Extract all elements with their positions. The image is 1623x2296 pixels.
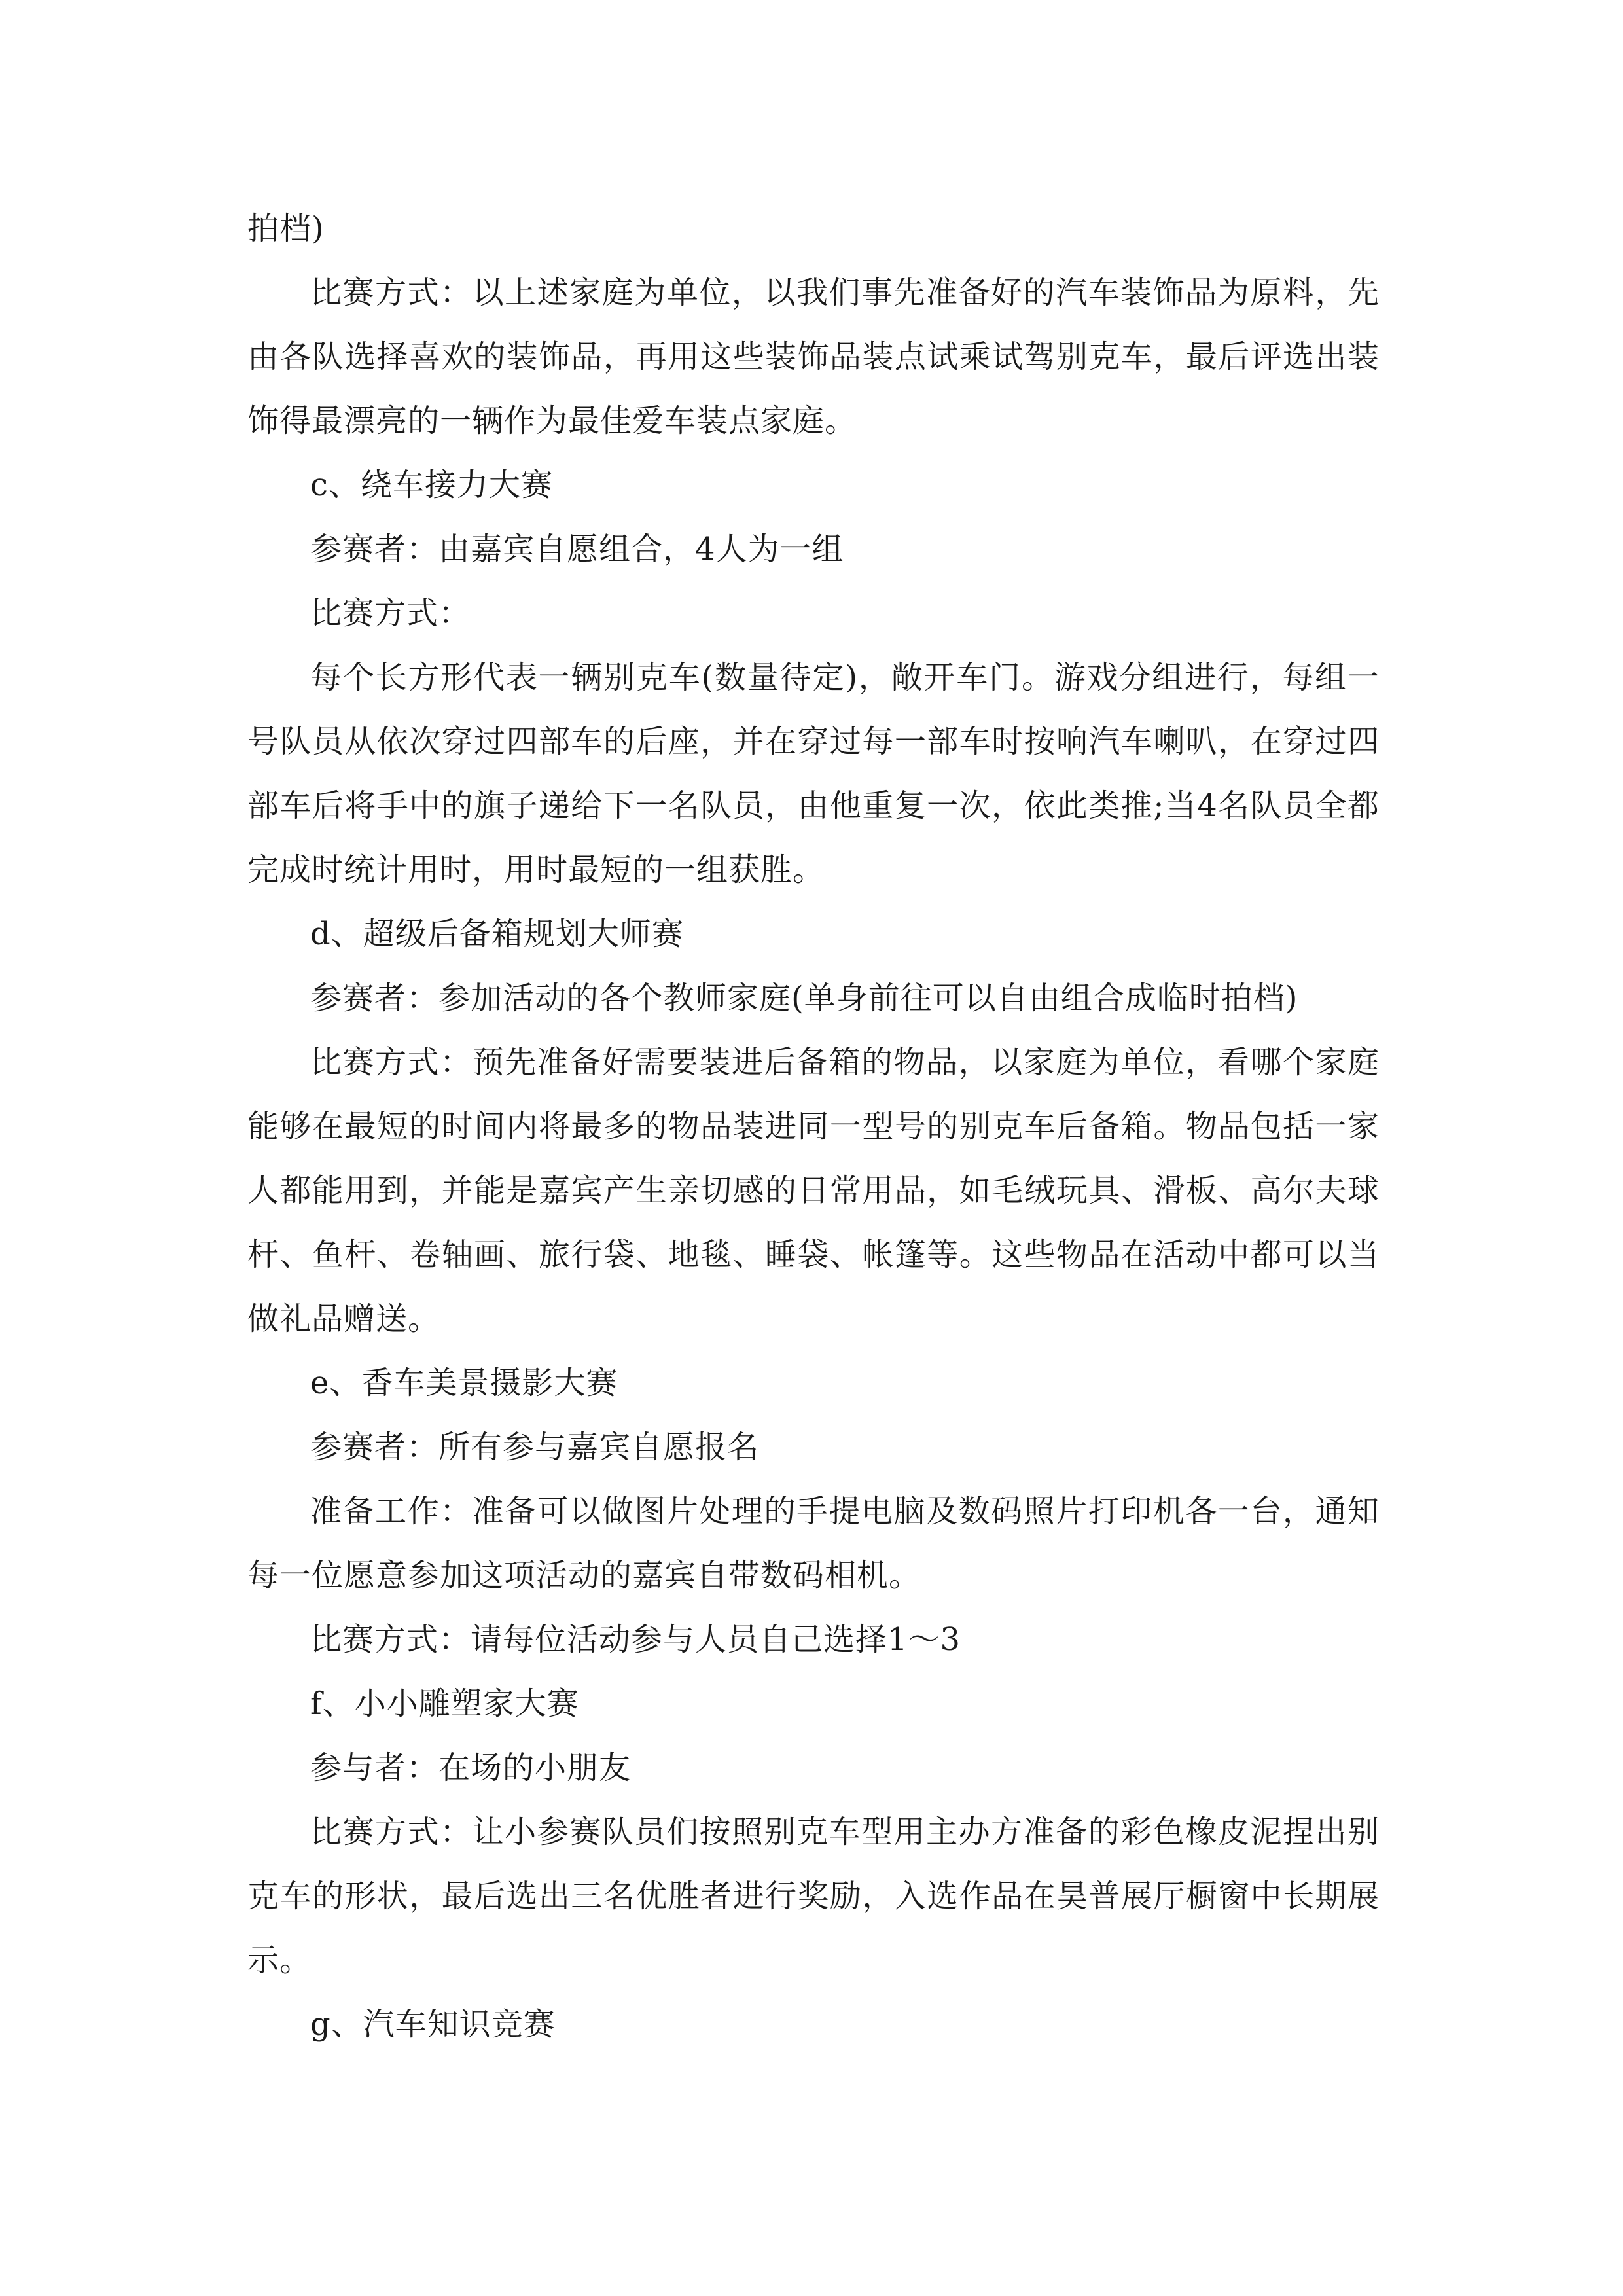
paragraph: 比赛方式：以上述家庭为单位，以我们事先准备好的汽车装饰品为原料，先由各队选择喜欢的装饰品，再用这些装饰品装点试乘试驾别克车，最后评选出装饰得最漂亮的一辆作为最佳爱车装点家庭。 [247, 274, 1380, 439]
paragraph: 准备工作：准备可以做图片处理的手提电脑及数码照片打印机各一台，通知每一位愿意参加这项活动的嘉宾自带数码相机。 [247, 1493, 1380, 1594]
paragraph: 比赛方式： [310, 595, 471, 632]
section-heading-g: g、汽车知识竞赛 [310, 2006, 556, 2043]
section-heading-f: f、小小雕塑家大赛 [310, 1685, 579, 1722]
paragraph: 比赛方式：请每位活动参与人员自己选择1～3 [310, 1621, 961, 1658]
paragraph: 拍档) [247, 210, 325, 247]
paragraph: 每个长方形代表一辆别克车(数量待定)，敞开车门。游戏分组进行，每组一号队员从依次穿过四部车的后座，并在穿过每一部车时按响汽车喇叭，在穿过四部车后将手中的旗子递给下一名队员，由他重复一次，依此类推;当4名队员全都完成时统计用时，用时最短的一组获胜。 [247, 659, 1380, 888]
paragraph: 参与者：在场的小朋友 [310, 1749, 632, 1786]
section-heading-e: e、香车美景摄影大赛 [310, 1365, 618, 1401]
paragraph: 参赛者：所有参与嘉宾自愿报名 [310, 1429, 760, 1465]
document-body [247, 196, 1380, 2056]
paragraph: 比赛方式：预先准备好需要装进后备箱的物品，以家庭为单位，看哪个家庭能够在最短的时间内将最多的物品装进同一型号的别克车后备箱。物品包括一家人都能用到，并能是嘉宾产生亲切感的日常用品，如毛绒玩具、滑板、高尔夫球杆、鱼杆、卷轴画、旅行袋、地毯、睡袋、帐篷等。这些物品在活动中都可以当做礼品赠送。 [247, 1044, 1380, 1337]
section-heading-c: c、绕车接力大赛 [310, 467, 553, 503]
paragraph: 参赛者：参加活动的各个教师家庭(单身前往可以自由组合成临时拍档) [310, 980, 1298, 1016]
paragraph: 比赛方式：让小参赛队员们按照别克车型用主办方准备的彩色橡皮泥捏出别克车的形状，最后选出三名优胜者进行奖励，入选作品在昊普展厅橱窗中长期展示。 [247, 1814, 1380, 1979]
section-heading-d: d、超级后备箱规划大师赛 [310, 916, 684, 952]
paragraph: 参赛者：由嘉宾自愿组合，4人为一组 [310, 531, 844, 567]
